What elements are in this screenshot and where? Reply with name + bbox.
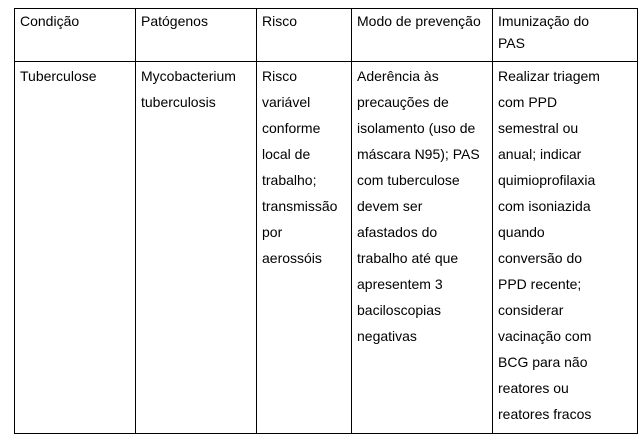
header-text-line: Imunização do xyxy=(498,13,590,29)
header-text-line: Patógenos xyxy=(141,13,208,29)
cell-text-line: apresentem 3 xyxy=(357,276,443,292)
header-text-line: PAS xyxy=(498,35,525,51)
cell-text-line: conforme xyxy=(262,120,321,136)
table-row xyxy=(15,62,638,434)
header-risco xyxy=(257,9,352,62)
cell-text-line: negativas xyxy=(357,328,417,344)
cell-text-line: quando xyxy=(498,224,545,240)
cell-text-line: Mycobacterium xyxy=(141,68,236,84)
cell-text-line: isolamento (uso de xyxy=(357,120,476,136)
cell-text-line: aerossóis xyxy=(262,250,322,266)
cell-text-line: precauções de xyxy=(357,94,449,110)
header-text-line: Risco xyxy=(262,13,298,29)
cell-text-line: reatores ou xyxy=(498,380,569,396)
cell-text-line: considerar xyxy=(498,302,564,318)
cell-text-line: vacinação com xyxy=(498,328,592,344)
cell-text-line: Aderência às xyxy=(357,68,439,84)
cell-text-line: transmissão xyxy=(262,198,338,214)
cell-text-line: trabalho até que xyxy=(357,250,459,266)
header-text-line: Condição xyxy=(20,13,80,29)
cell-text-line: baciloscopias xyxy=(357,302,442,318)
cell-text-line: BCG para não xyxy=(498,354,588,370)
header-row xyxy=(15,9,638,62)
cell-risco xyxy=(257,62,352,434)
cell-imunizacao xyxy=(493,62,638,434)
table-body xyxy=(15,62,638,434)
cell-text-line: PPD recente; xyxy=(498,276,582,292)
cell-text-line: Realizar triagem xyxy=(498,68,600,84)
cell-text-line: semestral ou xyxy=(498,120,579,136)
cell-text-line: conversão do xyxy=(498,250,583,266)
cell-modo-prevencao xyxy=(352,62,493,434)
table-header xyxy=(15,9,638,62)
header-condicao xyxy=(15,9,136,62)
cell-text-line: com tuberculose xyxy=(357,172,460,188)
header-modo-prevencao xyxy=(352,9,493,62)
cell-text-line: afastados do xyxy=(357,224,438,240)
cell-text-line: devem ser xyxy=(357,198,423,214)
header-imunizacao xyxy=(493,9,638,62)
header-patogenos xyxy=(136,9,257,62)
cell-text-line: quimioprofilaxia xyxy=(498,172,596,188)
header-text-line: Modo de prevenção xyxy=(357,13,481,29)
cell-text-line: local de xyxy=(262,146,311,162)
cell-text-line: Tuberculose xyxy=(20,68,97,84)
cell-text-line: Risco xyxy=(262,68,298,84)
cell-text-line: por xyxy=(262,224,283,240)
cell-text-line: máscara N95); PAS xyxy=(357,146,480,162)
document-table xyxy=(14,8,638,434)
cell-text-line: com isoniazida xyxy=(498,198,591,214)
cell-text-line: reatores fracos xyxy=(498,406,592,422)
cell-condicao xyxy=(15,62,136,434)
cell-text-line: trabalho; xyxy=(262,172,317,188)
cell-text-line: variável xyxy=(262,94,311,110)
cell-patogenos xyxy=(136,62,257,434)
cell-text-line: anual; indicar xyxy=(498,146,582,162)
cell-text-line: com PPD xyxy=(498,94,558,110)
cell-text-line: tuberculosis xyxy=(141,94,216,110)
